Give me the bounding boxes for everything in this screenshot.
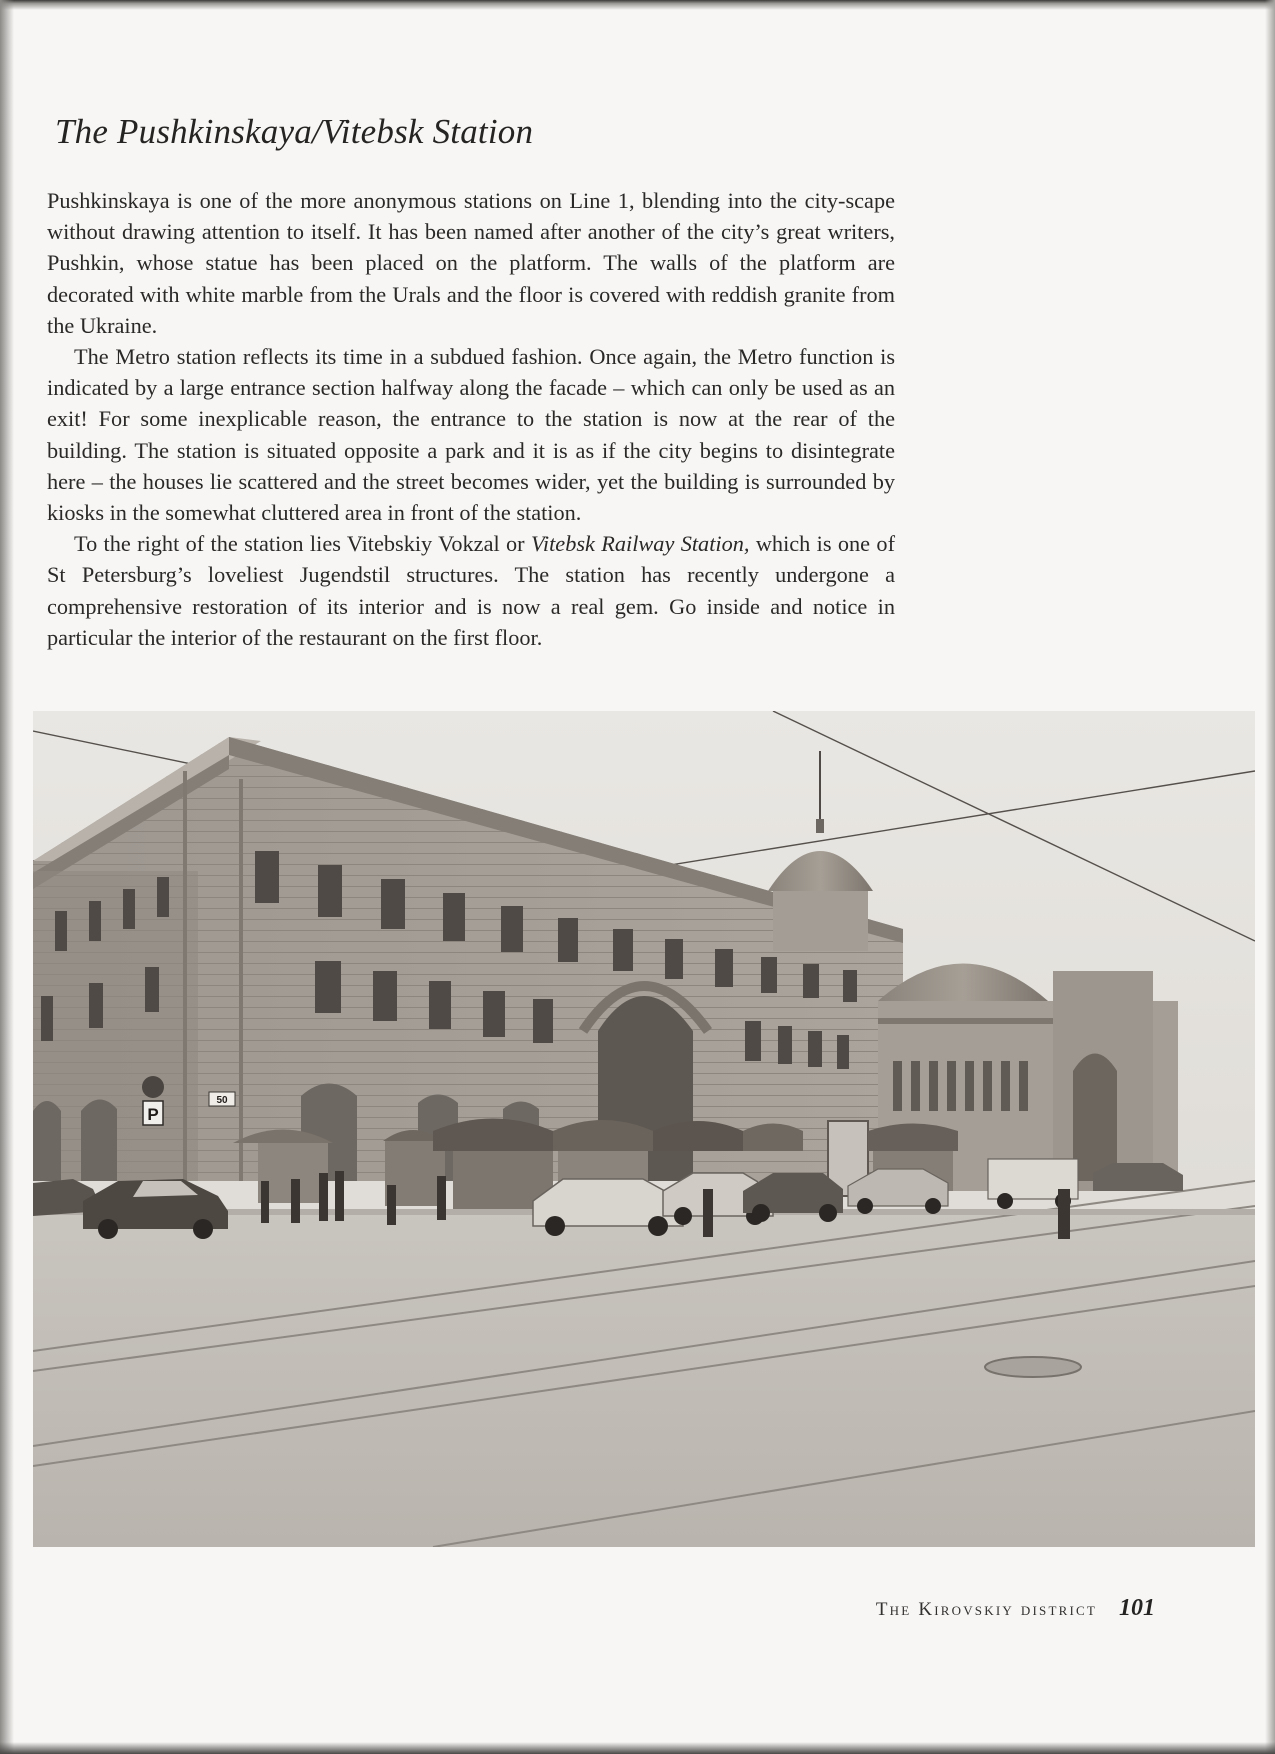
paragraph-3-italic: Vitebsk Railway Station, — [530, 531, 750, 557]
paragraph-1: Pushkinskaya is one of the more anonymous stations on Line 1, blending into the city-scape without drawing attention to itself. It has been named after another of the city’s great writers, Pushkin, whose statue has been placed on the platform. The walls of the platform are decorated with white marble from the Urals and the floor is covered with reddish granite from the Ukraine. — [47, 188, 895, 338]
page-title: The Pushkinskaya/Vitebsk Station — [55, 112, 534, 151]
parking-sign: P — [147, 1105, 159, 1124]
paragraph-3-text-end: which is one of St Petersburg’s loveliest Jugendstil structures. The station has recently undergone a comprehensive restoration of its interior and is now a real gem. Go inside and notice in particular the interior of the restaurant on the first floor. — [47, 531, 895, 650]
manhole — [985, 1357, 1081, 1377]
address-plate: 50 — [216, 1095, 228, 1106]
paragraph-3 — [47, 528, 895, 653]
paragraph-3-text-start: To the right of the station lies Vitebskiy Vokzal or — [74, 531, 531, 557]
road — [33, 1211, 1255, 1547]
paragraph-2: The Metro station reflects its time in a subdued fashion. Once again, the Metro function is indicated by a large entrance section halfway along the facade – which can only be used as an exit! For some inexplicable reason, the entrance to the station is now at the rear of the building. The station is situated opposite a park and it is as if the city begins to disintegrate here – the houses lie scattered and the street becomes wider, yet the building is surrounded by kiosks in the somewhat cluttered area in front of the station. — [47, 344, 895, 526]
station-photo — [33, 711, 1255, 1547]
scan-edge-right — [1265, 0, 1275, 1754]
scan-edge-bottom — [0, 1742, 1275, 1754]
scan-edge-top — [0, 0, 1275, 10]
page-number: 101 — [1119, 1595, 1155, 1621]
running-footer-section: The Kirovskiy district — [875, 1599, 1097, 1620]
body-text — [47, 185, 895, 653]
page-footer — [820, 1595, 1155, 1622]
scan-edge-left — [0, 0, 14, 1754]
